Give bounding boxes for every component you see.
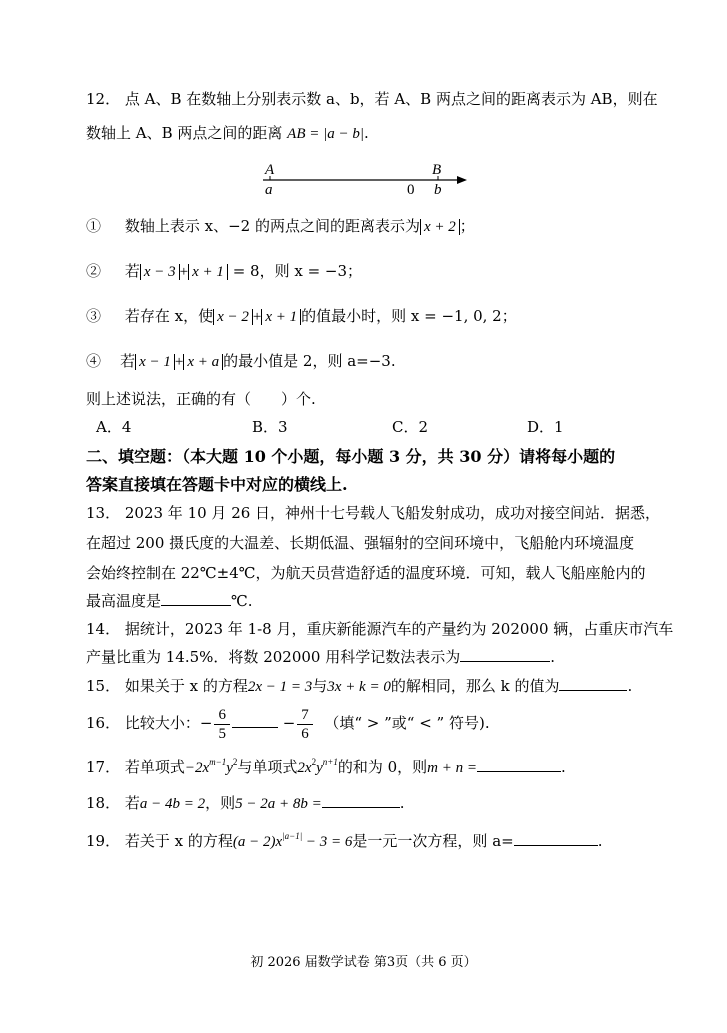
q13-line4 — [86, 591, 253, 611]
q13-line4-text: 最高温度是 — [86, 592, 162, 610]
section2-title-line2: 答案直接填在答题卡中对应的横线上. — [86, 475, 348, 494]
statement-4-pre: 若 — [120, 352, 136, 370]
label-B: B — [432, 162, 442, 178]
q15-mid: 与 — [312, 677, 328, 695]
q17-monomial1-x: −2x — [184, 760, 210, 776]
q19-answer-blank[interactable] — [514, 831, 598, 846]
q12-line2-text: 数轴上 A、B 两点之间的距离 — [86, 124, 288, 142]
q18-equation: a − 4b = 2 — [139, 796, 206, 812]
q17-monomial1-y: y — [226, 760, 233, 776]
q19-end: . — [597, 832, 603, 850]
choice-b: B．3 — [252, 418, 288, 436]
fraction-7-6-denominator: 6 — [301, 725, 309, 742]
section2-title-line1: 二、填空题：（本大题 10 个小题，每小题 3 分，共 30 分）请将每小题的 — [86, 447, 616, 466]
q19-post: 是一元一次方程，则 a= — [352, 832, 514, 850]
q19-equation-rest: − 3 = 6 — [302, 834, 353, 850]
choice-a: A．4 — [96, 418, 132, 436]
q17-monomial2-x-exponent: 2 — [311, 757, 317, 767]
label-A: A — [265, 162, 275, 178]
label-a: a — [265, 182, 273, 198]
q15-end: . — [627, 677, 633, 695]
statement-1 — [86, 216, 475, 237]
q15-equation1: 2x − 1 = 3 — [247, 679, 313, 695]
q17-monomial2-x: 2x — [297, 760, 312, 776]
q14-line2-text: 产量比重为 14.5%．将数 202000 用科学记数法表示为 — [86, 648, 461, 666]
statement-2-pre: 若 — [124, 262, 140, 280]
q15-answer-blank[interactable] — [559, 676, 627, 691]
q17-monomial2-y-exponent: n+1 — [322, 757, 338, 767]
fraction-6-5-denominator: 5 — [218, 725, 226, 742]
q17-expression: m + n = — [427, 760, 477, 776]
statement-3-abs2: x + 1 — [261, 309, 301, 325]
q12-distance-formula: AB = |a − b| — [287, 126, 364, 142]
q19-equation: (a − 2)x — [232, 834, 283, 850]
q14-end: . — [550, 648, 555, 666]
statement-4-marker: ④ — [86, 352, 102, 370]
q17-monomial1-y-exponent: 2 — [232, 757, 238, 767]
q16-pre: 16． 比较大小：− — [86, 714, 213, 732]
q12-line1: 12． 点 A、B 在数轴上分别表示数 a、b，若 A、B 两点之间的距离表示为 AB，则在 — [86, 90, 658, 108]
q16-post: （填“ > ”或“ < ” 符号). — [324, 714, 490, 732]
q18-expression: 5 − 2a + 8b = — [235, 796, 322, 812]
statement-2-rest: = 8，则 x = −3； — [232, 262, 363, 280]
q15-equation2: 3x + k = 0 — [327, 679, 391, 695]
page-footer: 初 2026 届数学试卷 第3页（共 6 页） — [250, 955, 477, 970]
q17-answer-blank[interactable] — [477, 757, 561, 772]
q12-question: 则上述说法，正确的有（ ）个. — [86, 390, 316, 408]
q15-post: 的解相同，那么 k 的值为 — [390, 677, 560, 695]
statement-3-pre: 若存在 x，使 — [124, 307, 214, 325]
q17-end: . — [560, 758, 566, 776]
q18 — [86, 793, 405, 814]
statement-4 — [86, 351, 396, 372]
statement-2 — [86, 261, 362, 282]
q13-answer-blank[interactable] — [161, 591, 231, 606]
q18-mid: ，则 — [205, 794, 236, 812]
q14-line2 — [86, 647, 555, 667]
q18-answer-blank[interactable] — [322, 793, 400, 808]
statement-3-plus: + — [252, 309, 262, 325]
statement-3-abs1: x − 2 — [213, 309, 253, 325]
q13-unit: ℃. — [231, 592, 253, 610]
q17-monomial1-x-exponent: m−1 — [209, 757, 227, 767]
statement-4-plus: + — [174, 354, 184, 370]
q17-monomial2-y: y — [316, 760, 323, 776]
fraction-7-6-numerator: 7 — [297, 706, 313, 725]
q17-mid: 与单项式 — [237, 758, 298, 776]
q17-post: 的和为 0，则 — [337, 758, 428, 776]
q19-exponent: |a−1| — [282, 831, 303, 841]
number-line-arrow — [457, 176, 467, 184]
q19 — [86, 831, 602, 852]
statement-2-abs2: x + 1 — [188, 264, 228, 280]
q13-line2: 在超过 200 摄氏度的大温差、长期低温、强辐射的空间环境中，飞船舱内环境温度 — [86, 534, 635, 552]
statement-1-end: ； — [459, 217, 475, 235]
statement-3-marker: ③ — [86, 307, 102, 325]
statement-4-abs1: x − 1 — [135, 354, 175, 370]
q15 — [86, 676, 632, 697]
q13-line1: 13． 2023 年 10 月 26 日，神州十七号载人飞船发射成功，成功对接空间站．据悉， — [86, 504, 661, 522]
q17-pre: 17． 若单项式 — [86, 758, 185, 776]
number-line — [255, 158, 475, 198]
choice-c: C．2 — [392, 418, 429, 436]
q16-minus: − — [282, 714, 296, 732]
q16 — [86, 703, 490, 743]
choice-d: D．1 — [527, 418, 564, 436]
statement-4-rest: 的最小值是 2，则 a=−3. — [223, 352, 396, 370]
fraction-6-5-numerator: 6 — [214, 706, 230, 725]
statement-2-marker: ② — [86, 262, 102, 280]
fraction-7-6 — [297, 706, 313, 743]
label-b: b — [434, 182, 442, 198]
q12-line2: 数轴上 A、B 两点之间的距离 AB = |a − b|. — [86, 124, 369, 142]
statement-4-abs2: x + a — [183, 354, 223, 370]
q17 — [86, 757, 566, 778]
statement-1-formula: x + 2 — [420, 219, 460, 235]
q14-line1: 14． 据统计，2023 年 1-8 月，重庆新能源汽车的产量约为 202000 辆，占重庆市汽车 — [86, 620, 674, 638]
q18-end: . — [399, 794, 405, 812]
q16-answer-blank[interactable] — [232, 713, 278, 728]
q19-pre: 19． 若关于 x 的方程 — [86, 832, 233, 850]
q13-line3: 会始终控制在 22℃±4℃，为航天员营造舒适的温度环境．可知，载人飞船座舱内的 — [86, 564, 646, 582]
q18-pre: 18． 若 — [86, 794, 140, 812]
q14-answer-blank[interactable] — [460, 647, 550, 662]
statement-1-text: 数轴上表示 x、−2 的两点之间的距离表示为 — [124, 217, 420, 235]
statement-2-plus: + — [179, 264, 189, 280]
statement-3 — [86, 306, 517, 327]
fraction-6-5 — [214, 706, 230, 743]
statement-2-abs1: x − 3 — [140, 264, 180, 280]
statement-1-marker: ① — [86, 217, 102, 235]
statement-3-rest: 的值最小时，则 x = −1, 0, 2； — [301, 307, 517, 325]
q15-pre: 15． 如果关于 x 的方程 — [86, 677, 248, 695]
label-zero: 0 — [407, 182, 415, 198]
